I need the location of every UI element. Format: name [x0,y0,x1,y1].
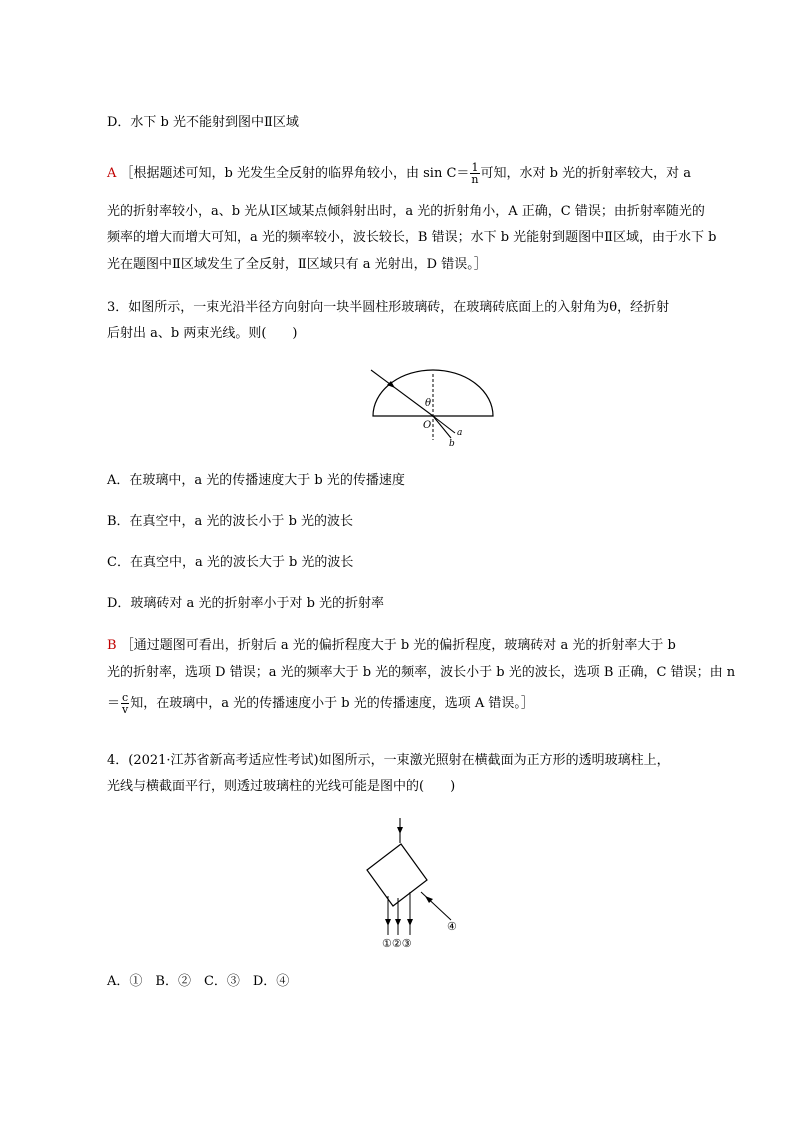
q3-semicircle-figure [365,368,515,448]
q2-explanation-line-3: 频率的增大而增大可知，a 光的频率较小，波长较长，B 错误；水下 b 光能射到题图中Ⅱ区域，由于水下 b [107,230,717,245]
q3-explanation-line-3 [107,692,534,715]
q4-stem-line-2: 光线与横截面平行，则透过玻璃柱的光线可能是图中的( ) [107,779,456,794]
fraction-denominator: v [122,703,129,716]
q2-answer-letter: A [107,166,117,181]
incident-arrow-icon [387,381,395,388]
q2-fraction-1-over-n [470,162,479,185]
incident-arrow-icon [397,827,403,834]
q2-exp-text-1a: ［根据题述可知，b 光发生全反射的临界角较小，由 sin C＝ [120,166,470,181]
square-glass-prism [367,844,427,906]
q3-fraction-c-over-v [121,692,129,715]
label-4: ④ [447,920,457,933]
fraction-denominator: n [471,173,479,186]
ray-b-label: b [449,439,455,449]
q3-stem-line-2: 后射出 a、b 两束光线。则( ) [107,326,298,341]
ray-1-arrow-icon [385,919,391,926]
ray-a-label: a [457,428,463,438]
q3-option-a: A．在玻璃中，a 光的传播速度大于 b 光的传播速度 [107,473,405,488]
refracted-ray-b [433,416,451,438]
q3-exp-text-3b: 知，在玻璃中，a 光的传播速度小于 b 光的传播速度，选项 A 错误。］ [130,696,534,711]
q3-exp-text-1: ［通过题图可看出，折射后 a 光的偏折程度大于 b 光的偏折程度，玻璃砖对 a 光的折射率大于 b [120,638,676,653]
refracted-ray-a [433,416,455,433]
theta-label: θ [425,398,432,409]
ray-3-arrow-icon [407,919,413,926]
q3-stem-line-1: 3．如图所示，一束光沿半径方向射向一块半圆柱形玻璃砖，在玻璃砖底面上的入射角为θ，经折射 [107,300,670,315]
q4-stem-line-1: 4．(2021·江苏省新高考适应性考试)如图所示，一束激光照射在横截面为正方形的透明玻璃柱上， [107,753,670,768]
q4-square-prism-figure [355,818,475,948]
q3-explanation-line-2: 光的折射率，选项 D 错误；a 光的频率大于 b 光的频率，波长小于 b 光的波长，选项 B 正确，C 错误；由 n [107,665,736,680]
ray-2-arrow-icon [395,919,401,926]
q2-explanation-line-4: 光在题图中Ⅱ区域发生了全反射，Ⅱ区域只有 a 光射出，D 错误。］ [107,257,487,272]
q3-option-b: B．在真空中，a 光的波长小于 b 光的波长 [107,514,354,529]
q3-option-d: D．玻璃砖对 a 光的折射率小于对 b 光的折射率 [107,596,385,611]
origin-label: O [423,420,432,431]
q4-options: A．① B．② C．③ D．④ [107,974,290,989]
fraction-numerator: 1 [471,161,479,174]
q2-explanation-line-1 [107,162,691,185]
q3-option-c: C．在真空中，a 光的波长大于 b 光的波长 [107,555,354,570]
q3-answer-letter: B [107,638,117,653]
labels-1-2-3: ①②③ [382,937,412,950]
q3-explanation-line-1 [107,637,676,655]
q2-explanation-line-2: 光的折射率较小，a、b 光从Ⅰ区域某点倾斜射出时，a 光的折射角小，A 正确，C 错误；由折射率随光的 [107,204,705,219]
q2-exp-text-1b: 可知，水对 b 光的折射率较大，对 a [480,166,691,181]
q3-exp-equals: ＝ [107,696,121,711]
fraction-numerator: c [122,691,129,704]
q2-option-d: D．水下 b 光不能射到图中Ⅱ区域 [107,115,299,130]
